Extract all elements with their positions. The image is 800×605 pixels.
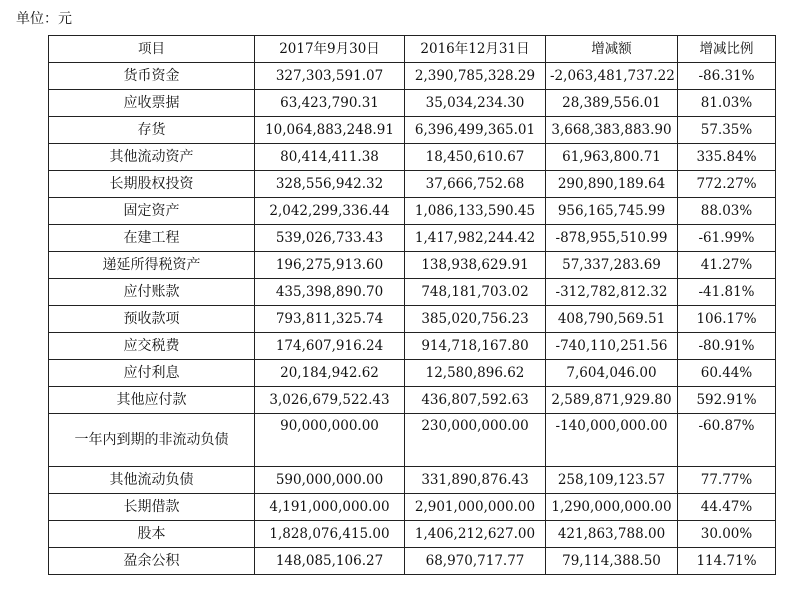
value-2017-09-30: 63,423,790.31 (255, 90, 405, 117)
row-item-name: 盈余公积 (49, 548, 255, 575)
change-amount: 3,668,383,883.90 (546, 117, 678, 144)
row-item-name: 递延所得税资产 (49, 252, 255, 279)
header-change-amount: 增减额 (546, 36, 678, 63)
table-row (49, 333, 776, 360)
table-header-row (49, 36, 776, 63)
value-2016-12-31: 68,970,717.77 (405, 548, 546, 575)
change-amount: 421,863,788.00 (546, 521, 678, 548)
table-row (49, 414, 776, 467)
header-item: 项目 (49, 36, 255, 63)
table-row (49, 494, 776, 521)
unit-label: 单位：元 (16, 11, 72, 27)
change-ratio: 57.35% (678, 117, 776, 144)
value-2016-12-31: 6,396,499,365.01 (405, 117, 546, 144)
change-ratio: -61.99% (678, 225, 776, 252)
value-2016-12-31: 18,450,610.67 (405, 144, 546, 171)
change-amount: 290,890,189.64 (546, 171, 678, 198)
value-2016-12-31: 914,718,167.80 (405, 333, 546, 360)
value-2017-09-30: 328,556,942.32 (255, 171, 405, 198)
header-change-ratio: 增减比例 (678, 36, 776, 63)
value-2017-09-30: 327,303,591.07 (255, 63, 405, 90)
row-item-name: 长期股权投资 (49, 171, 255, 198)
table-row (49, 387, 776, 414)
value-2017-09-30: 20,184,942.62 (255, 360, 405, 387)
value-2017-09-30: 4,191,000,000.00 (255, 494, 405, 521)
row-item-name: 长期借款 (49, 494, 255, 521)
table-row (49, 63, 776, 90)
balance-change-table (48, 35, 776, 575)
change-amount: 408,790,569.51 (546, 306, 678, 333)
header-2017-09-30: 2017年9月30日 (255, 36, 405, 63)
value-2016-12-31: 436,807,592.63 (405, 387, 546, 414)
change-amount: 61,963,800.71 (546, 144, 678, 171)
change-amount: -878,955,510.99 (546, 225, 678, 252)
value-2016-12-31: 1,086,133,590.45 (405, 198, 546, 225)
table-row (49, 521, 776, 548)
value-2016-12-31: 1,406,212,627.00 (405, 521, 546, 548)
row-item-name: 在建工程 (49, 225, 255, 252)
change-amount: -140,000,000.00 (546, 414, 678, 467)
table-row (49, 279, 776, 306)
change-ratio: -41.81% (678, 279, 776, 306)
value-2017-09-30: 539,026,733.43 (255, 225, 405, 252)
table-row (49, 117, 776, 144)
row-item-name: 存货 (49, 117, 255, 144)
table-row (49, 360, 776, 387)
row-item-name: 固定资产 (49, 198, 255, 225)
change-ratio: 44.47% (678, 494, 776, 521)
change-amount: 2,589,871,929.80 (546, 387, 678, 414)
row-item-name: 应付账款 (49, 279, 255, 306)
value-2017-09-30: 80,414,411.38 (255, 144, 405, 171)
table-row (49, 467, 776, 494)
change-amount: 79,114,388.50 (546, 548, 678, 575)
value-2016-12-31: 2,390,785,328.29 (405, 63, 546, 90)
row-item-name: 应收票据 (49, 90, 255, 117)
value-2017-09-30: 3,026,679,522.43 (255, 387, 405, 414)
change-ratio: -60.87% (678, 414, 776, 467)
row-item-name: 股本 (49, 521, 255, 548)
change-amount: -312,782,812.32 (546, 279, 678, 306)
value-2017-09-30: 435,398,890.70 (255, 279, 405, 306)
row-item-name: 应交税费 (49, 333, 255, 360)
value-2017-09-30: 793,811,325.74 (255, 306, 405, 333)
value-2016-12-31: 1,417,982,244.42 (405, 225, 546, 252)
value-2016-12-31: 12,580,896.62 (405, 360, 546, 387)
row-item-name: 其他应付款 (49, 387, 255, 414)
value-2016-12-31: 230,000,000.00 (405, 414, 546, 467)
value-2017-09-30: 174,607,916.24 (255, 333, 405, 360)
table-body (49, 63, 776, 575)
value-2016-12-31: 35,034,234.30 (405, 90, 546, 117)
table-row (49, 90, 776, 117)
change-ratio: 592.91% (678, 387, 776, 414)
value-2016-12-31: 37,666,752.68 (405, 171, 546, 198)
change-ratio: 77.77% (678, 467, 776, 494)
value-2016-12-31: 385,020,756.23 (405, 306, 546, 333)
table-row (49, 252, 776, 279)
row-item-name: 其他流动资产 (49, 144, 255, 171)
table-row (49, 306, 776, 333)
value-2016-12-31: 331,890,876.43 (405, 467, 546, 494)
change-ratio: 30.00% (678, 521, 776, 548)
change-amount: 258,109,123.57 (546, 467, 678, 494)
change-amount: -740,110,251.56 (546, 333, 678, 360)
change-ratio: 88.03% (678, 198, 776, 225)
value-2017-09-30: 10,064,883,248.91 (255, 117, 405, 144)
change-amount: 28,389,556.01 (546, 90, 678, 117)
row-item-name: 应付利息 (49, 360, 255, 387)
change-ratio: 41.27% (678, 252, 776, 279)
change-amount: 956,165,745.99 (546, 198, 678, 225)
table-row (49, 144, 776, 171)
table-row (49, 225, 776, 252)
value-2017-09-30: 148,085,106.27 (255, 548, 405, 575)
change-ratio: 81.03% (678, 90, 776, 117)
value-2017-09-30: 1,828,076,415.00 (255, 521, 405, 548)
table-row (49, 548, 776, 575)
value-2016-12-31: 748,181,703.02 (405, 279, 546, 306)
change-ratio: 772.27% (678, 171, 776, 198)
change-amount: -2,063,481,737.22 (546, 63, 678, 90)
row-item-name: 其他流动负债 (49, 467, 255, 494)
change-ratio: -86.31% (678, 63, 776, 90)
table-row (49, 198, 776, 225)
change-ratio: -80.91% (678, 333, 776, 360)
value-2016-12-31: 2,901,000,000.00 (405, 494, 546, 521)
row-item-name: 预收款项 (49, 306, 255, 333)
value-2017-09-30: 196,275,913.60 (255, 252, 405, 279)
change-ratio: 335.84% (678, 144, 776, 171)
change-ratio: 106.17% (678, 306, 776, 333)
row-item-name: 一年内到期的非流动负债 (49, 414, 255, 467)
change-ratio: 114.71% (678, 548, 776, 575)
value-2017-09-30: 590,000,000.00 (255, 467, 405, 494)
change-amount: 1,290,000,000.00 (546, 494, 678, 521)
change-amount: 7,604,046.00 (546, 360, 678, 387)
change-amount: 57,337,283.69 (546, 252, 678, 279)
table-row (49, 171, 776, 198)
value-2016-12-31: 138,938,629.91 (405, 252, 546, 279)
change-ratio: 60.44% (678, 360, 776, 387)
value-2017-09-30: 90,000,000.00 (255, 414, 405, 467)
value-2017-09-30: 2,042,299,336.44 (255, 198, 405, 225)
row-item-name: 货币资金 (49, 63, 255, 90)
header-2016-12-31: 2016年12月31日 (405, 36, 546, 63)
